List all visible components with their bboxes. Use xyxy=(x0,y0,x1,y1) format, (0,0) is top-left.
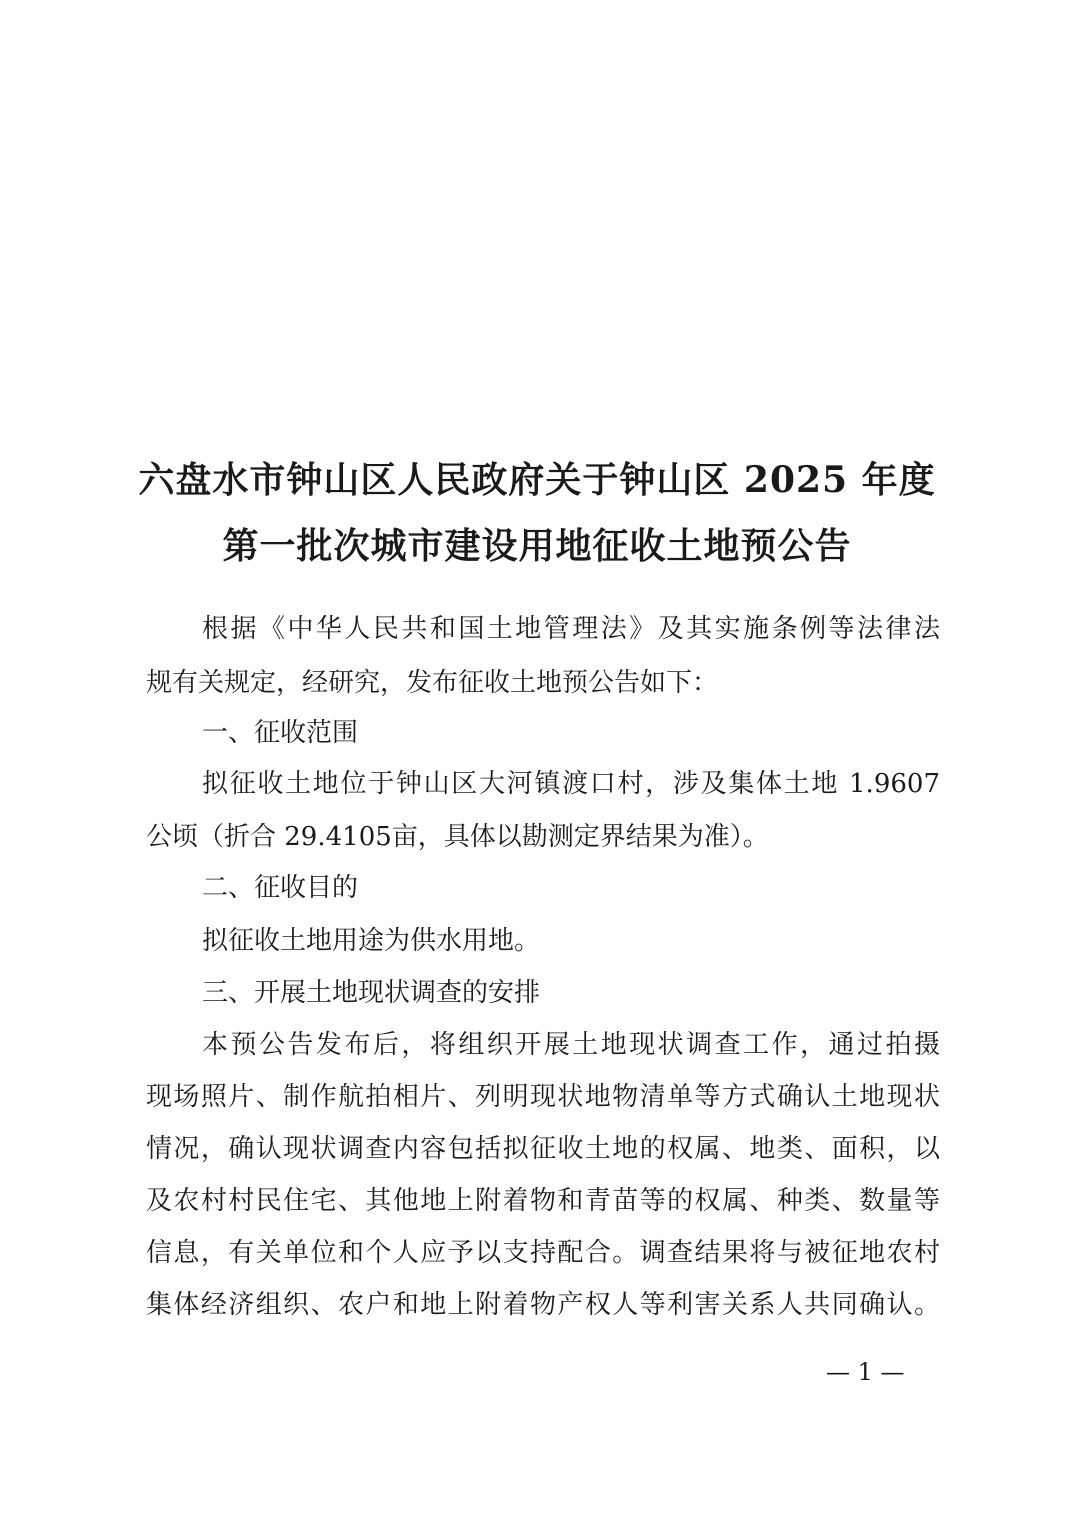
section-heading-purpose: 二、征收目的 xyxy=(202,873,359,903)
section-heading-survey: 三、开展土地现状调查的安排 xyxy=(202,978,541,1008)
section-survey-line-4: 及农村村民住宅、其他地上附着物和青苗等的权属、种类、数量等 xyxy=(146,1186,940,1216)
section-scope-line-2: 公顷（折合 29.4105亩，具体以勘测定界结果为准）。 xyxy=(146,822,769,852)
section-purpose-line-1: 拟征收土地用途为供水用地。 xyxy=(202,926,541,956)
section-scope-line-1: 拟征收土地位于钟山区大河镇渡口村，涉及集体土地 1.9607 xyxy=(202,769,940,799)
section-survey-line-6: 集体经济组织、农户和地上附着物产权人等利害关系人共同确认。 xyxy=(146,1290,940,1320)
document-title-line-1: 六盘水市钟山区人民政府关于钟山区 2025 年度 xyxy=(138,459,936,501)
section-survey-line-1: 本预公告发布后，将组织开展土地现状调查工作，通过拍摄 xyxy=(202,1030,940,1060)
document-title-line-2: 第一批次城市建设用地征收土地预公告 xyxy=(222,525,852,567)
section-heading-scope: 一、征收范围 xyxy=(202,718,359,748)
intro-line-1: 根据《中华人民共和国土地管理法》及其实施条例等法律法 xyxy=(202,614,940,644)
section-survey-line-5: 信息，有关单位和个人应予以支持配合。调查结果将与被征地农村 xyxy=(146,1238,940,1268)
intro-line-2: 规有关规定，经研究，发布征收土地预公告如下： xyxy=(146,668,719,698)
section-survey-line-3: 情况，确认现状调查内容包括拟征收土地的权属、地类、面积，以 xyxy=(146,1134,940,1164)
page-number: — 1 — xyxy=(826,1358,905,1386)
section-survey-line-2: 现场照片、制作航拍相片、列明现状地物清单等方式确认土地现状 xyxy=(146,1082,940,1112)
